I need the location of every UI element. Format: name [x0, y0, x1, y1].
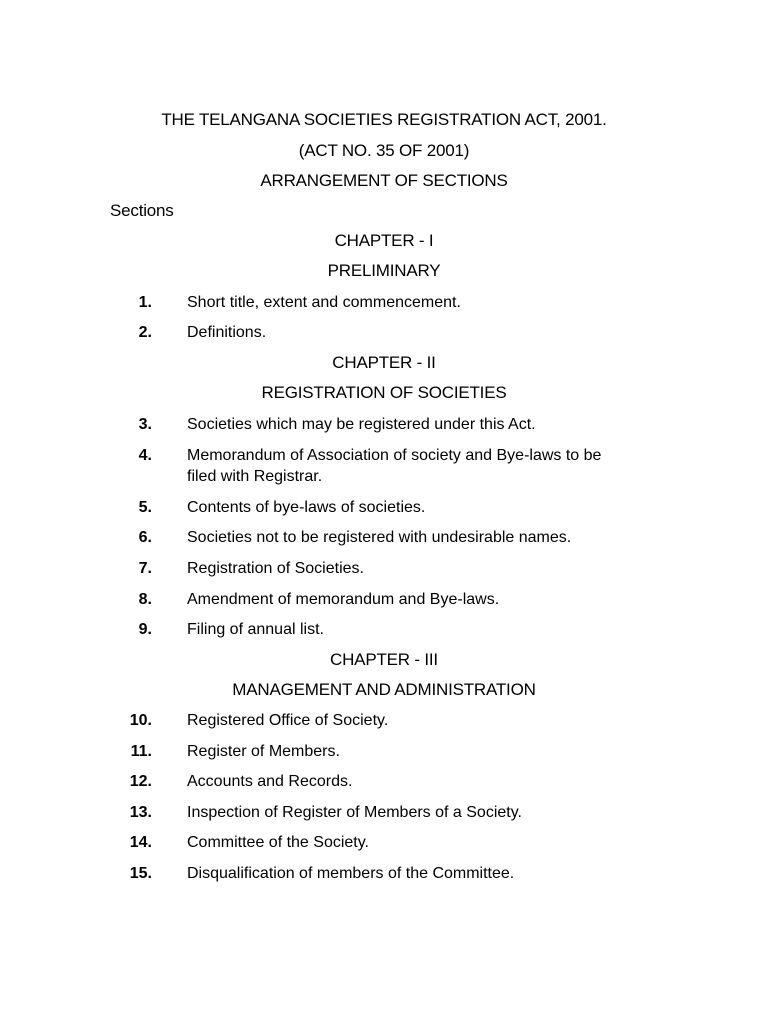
chapter-title: REGISTRATION OF SOCIETIES: [261, 383, 507, 402]
arrangement-heading: ARRANGEMENT OF SECTIONS: [260, 171, 508, 190]
chapter-title: PRELIMINARY: [327, 261, 441, 280]
section-number: 3.: [138, 416, 152, 433]
section-title: Definitions.: [187, 324, 267, 341]
section-title: Societies not to be registered with undesirable names.: [187, 529, 572, 546]
chapter-title: MANAGEMENT AND ADMINISTRATION: [232, 680, 536, 699]
section-number: 9.: [138, 621, 152, 638]
chapter-heading: CHAPTER - II: [332, 353, 436, 372]
section-title: Memorandum of Association of society and Bye-laws to be filed with Registrar.: [187, 447, 602, 485]
section-number: 14.: [129, 834, 152, 851]
section-title: Committee of the Society.: [187, 834, 369, 851]
section-title: Register of Members.: [187, 743, 340, 760]
section-number: 8.: [138, 591, 152, 608]
section-title: Registered Office of Society.: [187, 712, 389, 729]
section-title: Amendment of memorandum and Bye-laws.: [187, 591, 500, 608]
section-title: Short title, extent and commencement.: [187, 294, 461, 311]
section-number: 12.: [129, 773, 152, 790]
section-title: Contents of bye-laws of societies.: [187, 499, 426, 516]
section-number: 15.: [129, 865, 152, 882]
act-number: (ACT NO. 35 OF 2001): [298, 141, 470, 160]
section-title: Filing of annual list.: [187, 621, 324, 638]
section-number: 2.: [138, 324, 152, 341]
section-number: 5.: [138, 499, 152, 516]
act-title: THE TELANGANA SOCIETIES REGISTRATION ACT, 2001.: [161, 110, 607, 129]
section-number: 10.: [129, 712, 152, 729]
section-number: 11.: [130, 743, 152, 760]
section-title: Disqualification of members of the Committee.: [187, 865, 515, 882]
section-number: 6.: [138, 529, 152, 546]
chapter-heading: CHAPTER - I: [334, 231, 434, 250]
section-number: 7.: [138, 560, 152, 577]
section-number: 13.: [129, 804, 152, 821]
chapter-heading: CHAPTER - III: [330, 650, 438, 669]
section-title: Societies which may be registered under this Act.: [187, 416, 536, 433]
sections-label: Sections: [110, 201, 174, 220]
section-title: Registration of Societies.: [187, 560, 364, 577]
section-title: Inspection of Register of Members of a Society.: [187, 804, 522, 821]
section-number: 1.: [138, 294, 152, 311]
section-number: 4.: [138, 447, 152, 464]
section-title: Accounts and Records.: [187, 773, 353, 790]
